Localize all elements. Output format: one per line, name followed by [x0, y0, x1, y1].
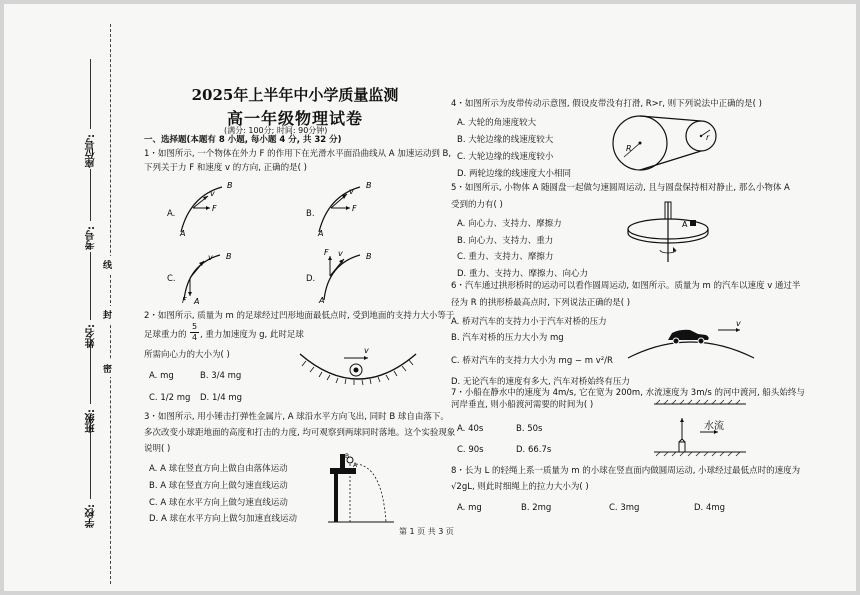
q5-figure-disk	[624, 200, 716, 264]
q4-option-b: B. 大轮边缘的线速度较大	[457, 135, 554, 145]
q8-stem-line1: 8・长为 L 的轻绳上系一质量为 m 的小球在竖直面内做圆周运动, 小球经过最低点时的速度为	[451, 466, 801, 476]
q2-stem-line2b: , 重力加速度为 g, 此时足球	[200, 330, 304, 340]
q6-figure-bridge	[626, 316, 758, 360]
q3-stem-line1: 3・如图所示, 用小锤击打弹性金属片, A 球沿水平方向飞出, 同时 B 球自由落下。	[144, 412, 449, 422]
q3-option-d: D. A 球在水平方向上做匀加速直线运动	[149, 514, 297, 524]
q1-option-b-label: B.	[306, 209, 315, 219]
svg-text:B: B	[226, 252, 232, 261]
seat-number-label: 座位号:	[86, 134, 97, 168]
svg-text:B: B	[227, 181, 233, 190]
svg-text:F: F	[324, 248, 329, 257]
q7-stem-line1: 7・小船在静水中的速度为 4m/s, 它在宽为 200m, 水流速度为 3m/s 的河中渡河, 船头始终与	[451, 388, 805, 398]
section-heading: 一、选择题(本题有 8 小题, 每小题 4 分, 共 32 分)	[144, 135, 342, 145]
school-label: 学校:	[86, 504, 97, 528]
q7-figure-river	[652, 398, 748, 456]
binding-margin	[4, 4, 116, 591]
svg-text:v: v	[364, 346, 369, 355]
page-subtitle: 高一年级物理试卷	[226, 109, 363, 128]
q1-option-c-label: C.	[167, 274, 176, 284]
svg-text:B: B	[366, 181, 372, 190]
q6-option-b: B. 汽车对桥的压力大小为 mg	[451, 333, 564, 343]
svg-text:F: F	[182, 296, 187, 305]
svg-text:A: A	[318, 229, 324, 238]
svg-text:F: F	[212, 204, 217, 213]
q8-option-c: C. 3mg	[609, 503, 640, 513]
q5-option-b: B. 向心力、支持力、重力	[457, 236, 554, 246]
class-blank	[90, 339, 91, 404]
q4-stem-line1: 4・如图所示为皮带传动示意图, 假设皮带没有打滑, R>r, 则下列说法中正确的是( )	[451, 99, 762, 109]
q5-option-a: A. 向心力、支持力、摩擦力	[457, 219, 562, 229]
q6-option-a: A. 桥对汽车的支持力小于汽车对桥的压力	[451, 317, 607, 327]
q6-option-d: D. 无论汽车的速度有多大, 汽车对桥始终有压力	[451, 377, 630, 387]
q2-option-a: A. mg	[149, 371, 174, 381]
svg-text:A: A	[353, 462, 358, 469]
q1-option-d-label: D.	[306, 274, 316, 284]
q7-option-a: A. 40s	[457, 424, 484, 434]
svg-text:F: F	[352, 204, 357, 213]
q1-figure-d	[316, 248, 378, 306]
q3-stem-line2: 多次改变小球距地面的高度和打击的力度, 均可观察到两球同时落地。这个实验现象	[144, 428, 456, 438]
svg-text:R: R	[626, 144, 632, 153]
q7-option-d: D. 66.7s	[516, 445, 552, 455]
q4-option-a: A. 大轮的角速度较大	[457, 118, 537, 128]
name-blank	[90, 252, 91, 320]
q2-option-b: B. 3/4 mg	[200, 371, 242, 381]
svg-text:r: r	[706, 133, 710, 142]
q8-option-d: D. 4mg	[694, 503, 726, 513]
q1-figure-c	[176, 248, 238, 306]
name-label: 姓名:	[86, 324, 97, 348]
q5-option-c: C. 重力、支持力、摩擦力	[457, 252, 554, 262]
q2-stem-line1: 2・如图所示, 质量为 m 的足球经过凹形地面最低点时, 受到地面的支持力大小等于	[144, 311, 455, 321]
q5-stem-line2: 受到的力有( )	[451, 200, 503, 210]
page-footer: 第 1 页 共 3 页	[399, 527, 454, 536]
q8-option-a: A. mg	[457, 503, 482, 513]
q1-stem-line1: 1・如图所示, 一个物体在外力 F 的作用下在光滑水平面沿曲线从 A 加速运动到 B,	[144, 149, 452, 159]
q6-stem-line1: 6・汽车通过拱形桥时的运动可以看作圆周运动, 如图所示。质量为 m 的汽车以速度 v 通过半	[451, 281, 801, 291]
exam-meta: (满分: 100分; 时间: 90分钟)	[224, 126, 328, 135]
q8-option-b: B. 2mg	[521, 503, 552, 513]
svg-text:v: v	[210, 189, 215, 198]
q1-stem-line2: 下列关于力 F 和速度 v 的方向, 正确的是( )	[144, 163, 307, 173]
q2-option-d: D. 1/4 mg	[200, 393, 243, 403]
q5-option-d: D. 重力、支持力、摩擦力、向心力	[457, 269, 588, 279]
q7-option-c: C. 90s	[457, 445, 484, 455]
q3-option-b: B. A 球在竖直方向上做匀速直线运动	[149, 481, 288, 491]
q2-stem-line3: 所需向心力的大小为( )	[144, 350, 230, 360]
seat-number-blank	[90, 59, 91, 129]
svg-text:A: A	[180, 229, 186, 238]
q4-figure-belt	[612, 112, 722, 174]
q2-fraction	[190, 322, 199, 343]
seal-line	[110, 24, 111, 584]
exam-number-blank	[90, 169, 91, 221]
page-title: 2025年上半年中小学质量监测	[191, 86, 399, 104]
q2-fraction-num: 5	[191, 322, 198, 331]
svg-text:v: v	[736, 319, 741, 328]
q7-stem-line2: 河岸垂直, 则小船渡河需要的时间为( )	[451, 400, 594, 410]
svg-text:B: B	[345, 453, 350, 460]
svg-text:v: v	[338, 249, 343, 258]
q3-option-c: C. A 球在水平方向上做匀速直线运动	[149, 498, 288, 508]
q2-option-c: C. 1/2 mg	[149, 393, 191, 403]
q5-stem-line1: 5・如图所示, 小物体 A 随圆盘一起做匀速圆周运动, 且与圆盘保持相对静止, 那么小物体 A	[451, 183, 790, 193]
svg-text:B: B	[366, 252, 372, 261]
q2-stem-line2a: 足球重力的	[144, 330, 187, 340]
q6-stem-line2: 径为 R 的拱形桥最高点时, 下列说法正确的是( )	[451, 298, 631, 308]
q2-fraction-den: 4	[191, 333, 198, 342]
q7-water-flow-label: 水流	[704, 421, 724, 432]
seal-char-secret: 密	[103, 360, 112, 377]
q4-option-d: D. 两轮边缘的线速度大小相同	[457, 169, 571, 179]
q4-option-c: C. 大轮边缘的线速度较小	[457, 152, 554, 162]
exam-number-label: 考号:	[86, 226, 97, 250]
q8-stem-line2: √2gL, 则此时细绳上的拉力大小为( )	[451, 482, 589, 492]
q3-figure-apparatus	[326, 450, 396, 524]
q1-figure-b	[314, 180, 380, 238]
q1-figure-a	[176, 180, 236, 238]
svg-text:A: A	[194, 297, 200, 306]
exam-sheet	[4, 4, 856, 591]
q3-stem-line3: 说明( )	[144, 444, 171, 454]
class-label: 班级:	[86, 409, 97, 433]
q7-option-b: B. 50s	[516, 424, 543, 434]
svg-text:v: v	[349, 187, 354, 196]
svg-text:A: A	[319, 296, 325, 305]
q3-option-a: A. A 球在竖直方向上做自由落体运动	[149, 464, 288, 474]
svg-text:A: A	[682, 220, 688, 229]
q1-option-a-label: A.	[167, 209, 176, 219]
q2-figure-bowl	[296, 344, 421, 396]
seal-char-seal: 封	[103, 306, 112, 323]
q6-option-c: C. 桥对汽车的支持力大小为 mg − m v²/R	[451, 356, 613, 366]
svg-text:v: v	[208, 253, 213, 262]
seal-char-line: 线	[103, 256, 112, 273]
